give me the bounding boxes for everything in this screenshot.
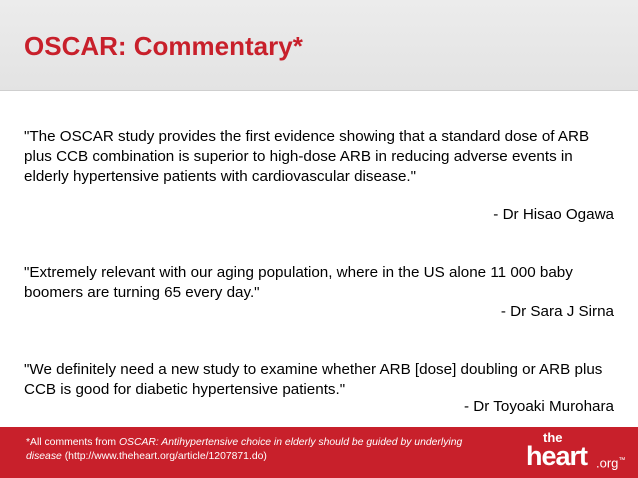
- logo-trademark: ™: [618, 457, 626, 464]
- logo-org: [596, 454, 625, 470]
- slide-title: OSCAR: Commentary*: [24, 31, 303, 61]
- footnote: [26, 436, 496, 464]
- quote-author: - Dr Toyoaki Murohara: [464, 398, 614, 415]
- quote-author: - Dr Sara J Sirna: [500, 303, 614, 320]
- footnote-prefix: *All comments from: [26, 437, 119, 448]
- logo-org-text: .org: [596, 455, 619, 471]
- quote-text: "Extremely relevant with our aging population, where in the US alone 11 000 baby boomers are turning 65 every day.": [24, 264, 573, 301]
- quote-text: "The OSCAR study provides the first evidence showing that a standard dose of ARB plus CCB combination is superior to high-dose ARB in reducing adverse events in elderly hypertensive patients with cardiovascular disease.": [24, 128, 590, 185]
- slide-header: [0, 0, 638, 91]
- quote-text: "We definitely need a new study to examine whether ARB [dose] doubling or ARB plus CCB is good for diabetic hypertensive patients.": [24, 361, 603, 398]
- slide-footer: [0, 427, 638, 478]
- theheart-logo: [524, 431, 634, 475]
- logo-the: the: [543, 430, 563, 445]
- quote-author: - Dr Hisao Ogawa: [493, 206, 614, 223]
- footnote-source-title: OSCAR: Antihypertensive choice in elderly should be guided by underlying disease: [26, 437, 463, 462]
- logo-heart: heart: [526, 441, 588, 471]
- footnote-url: (http://www.theheart.org/article/1207871.do): [61, 451, 267, 462]
